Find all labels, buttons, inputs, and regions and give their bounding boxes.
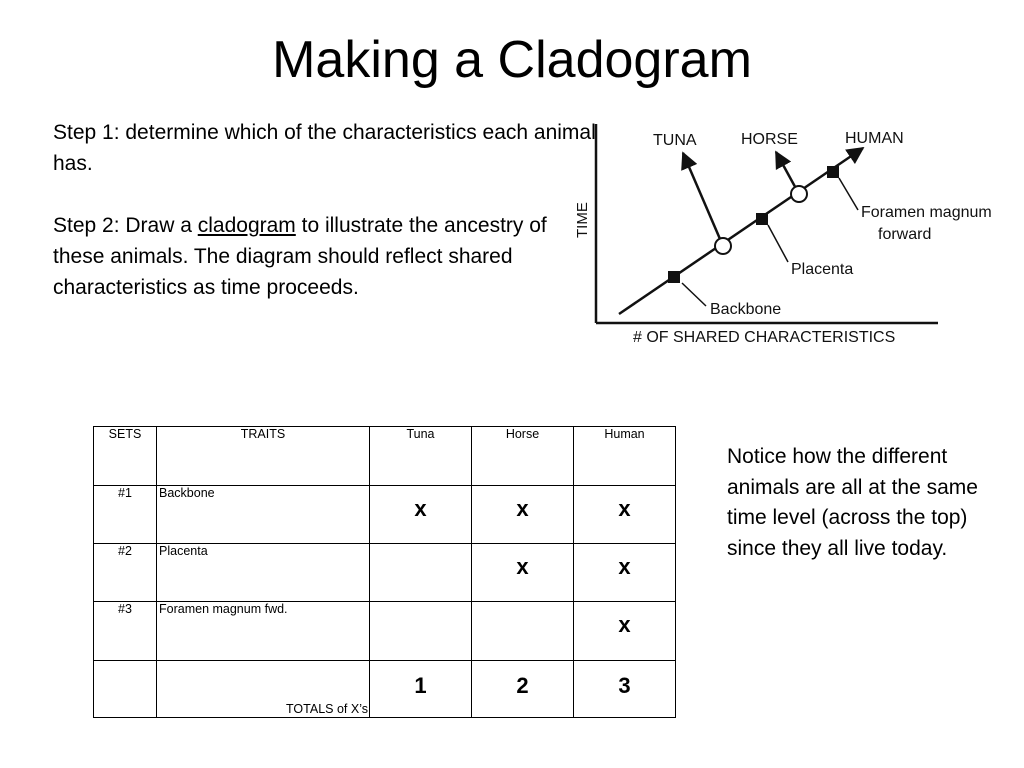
placenta-label: Placenta xyxy=(791,261,854,278)
mark-cell-horse xyxy=(472,486,574,544)
x-mark: x xyxy=(414,496,427,521)
tuna-branch-node xyxy=(715,238,731,254)
backbone-marker xyxy=(668,271,680,283)
header-sets: SETS xyxy=(94,427,157,486)
backbone-pointer xyxy=(682,283,706,306)
trait-name: Backbone xyxy=(157,486,370,544)
y-axis-label: TIME xyxy=(574,202,591,238)
placenta-pointer xyxy=(768,225,788,262)
total-human-cell xyxy=(574,661,676,718)
human-label: HUMAN xyxy=(845,130,904,147)
cladogram-term-link[interactable]: cladogram xyxy=(197,214,296,237)
table-header-row xyxy=(94,427,676,486)
foramen-label: Foramen magnum xyxy=(861,204,992,221)
cladogram-diagram xyxy=(565,108,1024,366)
totals-label-cell xyxy=(157,661,370,718)
traits-table xyxy=(93,426,676,718)
set-number: #1 xyxy=(94,486,157,544)
step-2-suffix: to illustrate the ancestry of these animals. The diagram should reflect shared characteristics as time proceeds. xyxy=(53,214,547,299)
mark-cell-human xyxy=(574,544,676,602)
table-row xyxy=(94,486,676,544)
tuna-branch-line xyxy=(683,153,723,246)
x-mark: x xyxy=(618,612,631,637)
mark-cell-human xyxy=(574,602,676,661)
x-mark: x xyxy=(516,554,529,579)
mark-cell-horse xyxy=(472,544,574,602)
set-number: #3 xyxy=(94,602,157,661)
x-mark: x xyxy=(516,496,529,521)
mark-cell-tuna xyxy=(370,486,472,544)
set-number: #2 xyxy=(94,544,157,602)
instructions xyxy=(53,117,598,303)
x-mark: x xyxy=(618,496,631,521)
total-human: 3 xyxy=(618,673,631,698)
mark-cell-tuna xyxy=(370,544,472,602)
horse-label: HORSE xyxy=(741,131,798,148)
slide-title: Making a Cladogram xyxy=(272,31,752,89)
backbone-label: Backbone xyxy=(710,301,782,318)
total-horse: 2 xyxy=(516,673,529,698)
mark-cell-tuna xyxy=(370,602,472,661)
cladogram-svg xyxy=(565,108,1024,366)
x-mark: x xyxy=(618,554,631,579)
foramen-pointer xyxy=(839,178,858,210)
totals-row xyxy=(94,661,676,718)
placenta-marker xyxy=(756,213,768,225)
trait-name: Foramen magnum fwd. xyxy=(157,602,370,661)
total-tuna-cell xyxy=(370,661,472,718)
step-1-text: Step 1: determine which of the characteristics each animal has. xyxy=(53,121,596,175)
step-2-prefix: Step 2: Draw a xyxy=(53,214,198,237)
trait-name: Placenta xyxy=(157,544,370,602)
totals-empty-cell xyxy=(94,661,157,718)
mark-cell-human xyxy=(574,486,676,544)
header-traits: TRAITS xyxy=(157,427,370,486)
mark-cell-horse xyxy=(472,602,574,661)
total-tuna: 1 xyxy=(414,673,427,698)
header-tuna: Tuna xyxy=(370,427,472,486)
total-horse-cell xyxy=(472,661,574,718)
forward-label: forward xyxy=(878,226,932,243)
step-2-text xyxy=(53,210,598,303)
tuna-label: TUNA xyxy=(653,132,697,149)
main-lineage-line xyxy=(619,148,863,314)
header-human: Human xyxy=(574,427,676,486)
foramen-marker xyxy=(827,166,839,178)
table-row xyxy=(94,602,676,661)
x-axis-label: # OF SHARED CHARACTERISTICS xyxy=(633,329,896,346)
table-row xyxy=(94,544,676,602)
notice-text: Notice how the different animals are all at the same time level (across the top) since they all live today. xyxy=(727,445,978,560)
header-horse: Horse xyxy=(472,427,574,486)
horse-branch-node xyxy=(791,186,807,202)
totals-label: TOTALS of X’s xyxy=(286,702,368,716)
